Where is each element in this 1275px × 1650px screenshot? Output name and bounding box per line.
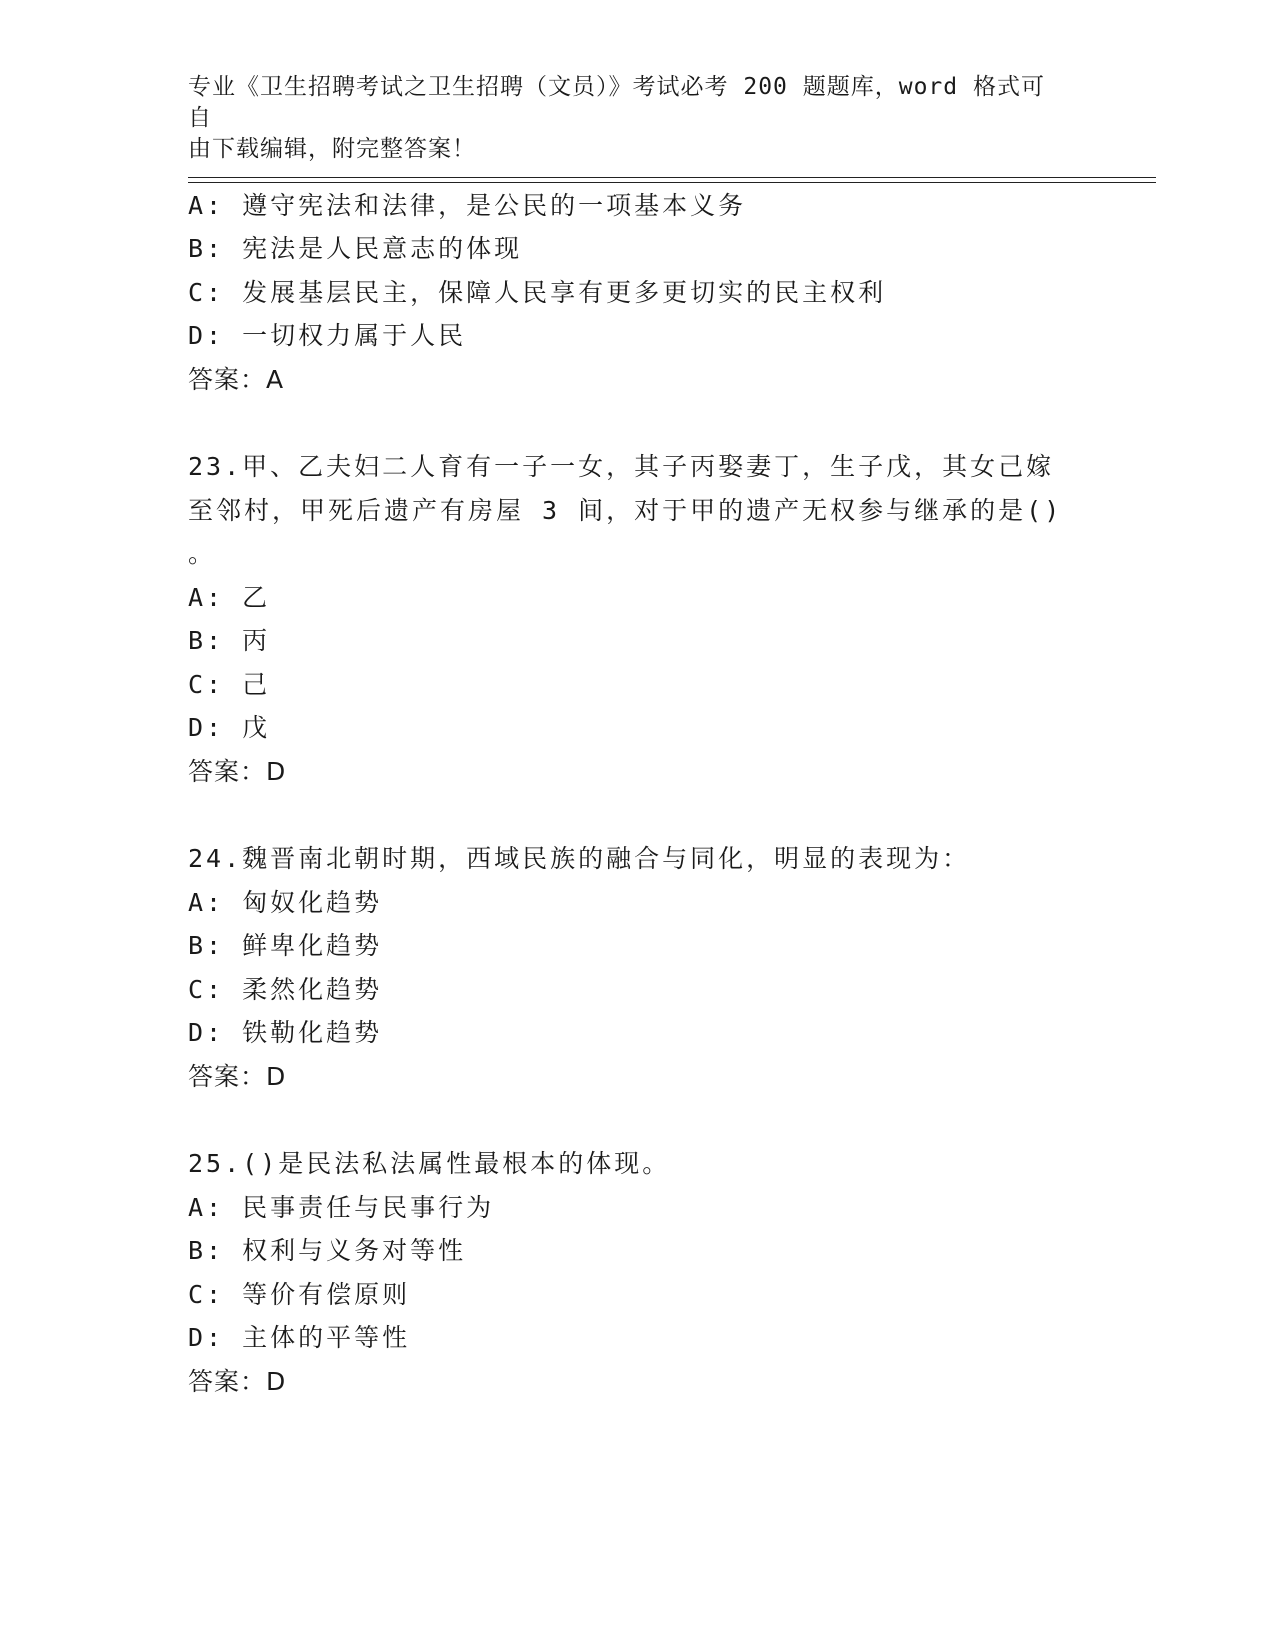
q24-option-b: B: 鲜卑化趋势 <box>188 931 383 960</box>
q25-option-d: D: 主体的平等性 <box>188 1323 411 1352</box>
q23-option-a: A: 乙 <box>188 583 271 612</box>
q23-text-line-3: 。 <box>188 539 217 568</box>
header-line-2: 由下载编辑，附完整答案！ <box>188 136 476 162</box>
q22-option-a: A: 遵守宪法和法律，是公民的一项基本义务 <box>188 191 747 220</box>
q25-option-c: C: 等价有偿原则 <box>188 1280 411 1309</box>
q23-option-c: C: 己 <box>188 670 271 699</box>
header-line-1: 专业《卫生招聘考试之卫生招聘（文员）》考试必考 200 题题库，word 格式可自 <box>188 74 1045 131</box>
q22-option-d: D: 一切权力属于人民 <box>188 321 467 350</box>
q23-text-line-1: 23.甲、乙夫妇二人育有一子一女，其子丙娶妻丁，生子戊，其女己嫁 <box>188 452 1055 481</box>
q22-answer: 答案：A <box>188 365 285 394</box>
header-divider-bottom <box>188 182 1156 183</box>
q25-option-b: B: 权利与义务对等性 <box>188 1236 467 1265</box>
document-header <box>188 72 1068 165</box>
header-divider-top <box>188 177 1156 178</box>
q25-answer: 答案：D <box>188 1367 287 1396</box>
q25-option-a: A: 民事责任与民事行为 <box>188 1193 495 1222</box>
q23-text-line-2: 至邻村，甲死后遗产有房屋 3 间，对于甲的遗产无权参与继承的是() <box>188 496 1063 525</box>
q23-option-b: B: 丙 <box>188 626 271 655</box>
q24-option-a: A: 匈奴化趋势 <box>188 888 383 917</box>
q23-answer: 答案：D <box>188 757 287 786</box>
q22-option-b: B: 宪法是人民意志的体现 <box>188 234 523 263</box>
q24-option-d: D: 铁勒化趋势 <box>188 1018 383 1047</box>
q24-text-line-1: 24.魏晋南北朝时期，西域民族的融合与同化，明显的表现为： <box>188 844 971 873</box>
q24-option-c: C: 柔然化趋势 <box>188 975 383 1004</box>
q24-answer: 答案：D <box>188 1062 287 1091</box>
q22-option-c: C: 发展基层民主，保障人民享有更多更切实的民主权利 <box>188 278 887 307</box>
q25-text-line-1: 25.()是民法私法属性最根本的体现。 <box>188 1149 671 1178</box>
q23-option-d: D: 戊 <box>188 713 271 742</box>
